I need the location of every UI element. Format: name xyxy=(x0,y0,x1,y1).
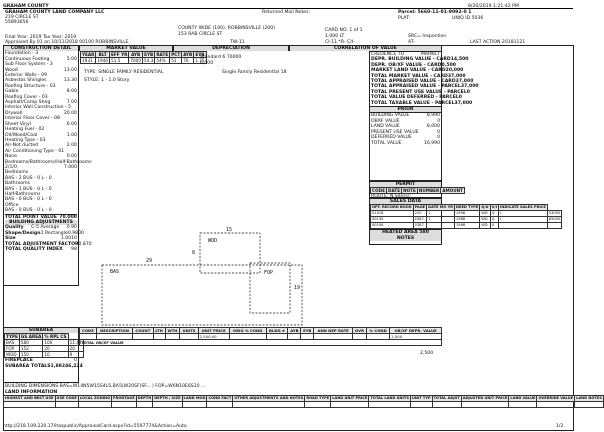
table-cell: 152 xyxy=(19,346,42,352)
permit-route: ROUTE: N Site(s): xyxy=(371,194,412,200)
timestamp: 8/20/2019 1:21:42 PM xyxy=(468,4,519,9)
item-value: 6.00 xyxy=(66,121,77,127)
table-cell: 20 xyxy=(68,346,83,352)
column-header: LOCAL ZONING xyxy=(79,396,111,401)
table-cell: 76 xyxy=(182,58,194,64)
column-header: PCT xyxy=(171,52,181,57)
source: SRC= Inspection xyxy=(408,34,447,39)
table-cell: 1986 xyxy=(455,223,480,229)
column-header: USE CODE xyxy=(56,396,77,401)
table-cell: 51 xyxy=(170,58,182,64)
item-label: DEPR. OB/XF VALUE - CARD xyxy=(371,62,442,68)
heated-area: HEATED AREA 580 xyxy=(370,229,441,235)
column-header: PAGE xyxy=(414,205,426,210)
table-row xyxy=(5,352,84,358)
column-header: BLT xyxy=(96,52,110,58)
adjustment-label: Shape/Design xyxy=(5,230,41,236)
market-value-table xyxy=(80,51,205,64)
item-label: BAS - 2 BUS - 0 L - 0 xyxy=(5,175,52,181)
table-cell: 1988 xyxy=(455,217,480,223)
final-year: Final Year: 2019 Tax Year: 2019 xyxy=(5,35,77,40)
item-label: LAND VALUE xyxy=(371,124,400,130)
list-item xyxy=(371,141,440,146)
table-cell: FOP xyxy=(5,346,20,352)
sketch-drawing xyxy=(80,225,368,335)
item-value: 8,990 xyxy=(426,113,440,119)
table-cell: 150 xyxy=(19,352,42,358)
table-cell xyxy=(207,402,233,408)
construction-title: CONSTRUCTION DETAIL xyxy=(4,46,78,51)
column-header: UNIT PRICE xyxy=(198,328,229,334)
column-header: ANN DEP RATE xyxy=(314,328,353,334)
item-label: Roofing Cover - 03 xyxy=(5,94,48,100)
account-number: 55893656 xyxy=(5,20,29,25)
card-number: CARD NO. 1 of 1 xyxy=(325,28,363,33)
table-cell xyxy=(136,402,153,408)
column-header: ROAD TYPE xyxy=(306,396,330,401)
item-value: 0,500 xyxy=(441,62,456,68)
table-cell xyxy=(410,402,432,408)
item-label: BUILDING VALUE xyxy=(371,113,410,119)
table-cell xyxy=(331,402,369,408)
table-cell: WD xyxy=(480,223,490,229)
adjustment-label: Quality xyxy=(5,225,24,231)
footer-url[interactable]: http://218.109.220.17/itaspublic/AppraisalCard.aspx?id=5597774&Action=Auto xyxy=(3,424,187,429)
county-name: GRAHAM COUNTY xyxy=(3,4,49,9)
column-header: TOTAL LAND UNITS xyxy=(370,396,409,401)
column-header: AYB xyxy=(183,52,193,57)
building-type-right: Single Family Residential 18 xyxy=(222,70,287,75)
last-action: LAST ACTION 20181121 xyxy=(470,40,526,45)
credence-to: CREDENCE TO xyxy=(371,52,405,57)
adjustment-label: TOTAL QUALITY INDEX xyxy=(5,247,63,253)
subarea-totals-area: 1,882 xyxy=(50,363,66,369)
item-value: 0 xyxy=(437,135,440,141)
column-header: TOTAL ADJST xyxy=(433,396,460,401)
table-cell: 10 xyxy=(43,352,68,358)
table-cell: 7000 xyxy=(130,58,141,63)
item-label: BAS - 1 BUS - 0 L - 0 xyxy=(5,186,52,192)
column-header: DATE xyxy=(387,188,401,194)
column-header: DATE MO YR xyxy=(428,205,454,210)
column-header: Q/U xyxy=(481,205,489,210)
item-value: 16,990 xyxy=(423,140,440,146)
table-cell: 1931 xyxy=(81,58,96,64)
tw: TW-11 xyxy=(230,40,245,45)
column-header: CODE xyxy=(372,188,385,194)
column-header: LAND UNIT PRICE xyxy=(332,396,368,401)
item-label: Bedrooms xyxy=(5,170,29,176)
subarea-totals-label: SUBAREA TOTALS xyxy=(5,363,51,369)
column-header: OVR xyxy=(353,328,367,334)
column-header: EYB xyxy=(144,52,154,57)
item-label: Bathrooms xyxy=(5,181,30,187)
sales-title: SALES DATA xyxy=(370,199,441,204)
item-value: 37,000 xyxy=(447,73,466,79)
item-value: 0 xyxy=(466,89,470,95)
column-header: DEED TYPE xyxy=(456,205,479,210)
column-header: GS AREA xyxy=(20,334,42,340)
column-header: WTH xyxy=(165,328,180,334)
table-cell xyxy=(547,223,561,229)
item-label: None xyxy=(5,154,17,160)
table-cell: 00108 xyxy=(371,223,414,229)
column-header: % RPL CS xyxy=(44,334,67,340)
obxf-total-value: 2,500 xyxy=(420,351,434,356)
item-value: 14,500 xyxy=(450,57,469,63)
sketch-label-bas: BAS xyxy=(110,269,120,275)
table-cell: 20 xyxy=(43,346,68,352)
item-label: Heating Type - 03 xyxy=(5,137,46,143)
obxf-total-label: TOTAL OB/XF VALUE xyxy=(80,340,442,346)
table-cell: 1940 xyxy=(97,58,109,63)
table-cell: 580 xyxy=(19,340,42,346)
column-header: LAND NOTES xyxy=(576,396,602,401)
table-cell xyxy=(78,402,111,408)
item-label: Interior Floor Cover - 08 xyxy=(5,116,60,122)
parcel-number: Parcel: 5660-11-01-9092-0 1 xyxy=(398,10,472,15)
table-cell: 54.3 xyxy=(144,58,154,63)
column-header: FRONTAGE xyxy=(113,396,135,401)
item-label: BAS - 0 BUS - 0 L - 0 xyxy=(5,197,52,203)
table-cell xyxy=(575,402,604,408)
adjustment-label: TOTAL ADJUSTMENT FACTOR xyxy=(5,241,79,247)
item-value: 37,000 xyxy=(460,84,479,90)
appraised-by: Appraised By 01 on 10/11/2018 00100 ROBBINSVILLE xyxy=(5,40,129,45)
item-value: 0 xyxy=(437,118,440,124)
table-cell: 0387 xyxy=(413,223,427,229)
item-label: Roofing Structure - 03 xyxy=(5,83,56,89)
item-label: Heating Fuel - 02 xyxy=(5,127,45,133)
item-label: Oil/Wood/Coal xyxy=(5,132,38,138)
table-cell: 9 xyxy=(68,352,83,358)
item-label: PRESENT USE VALUE xyxy=(371,129,419,135)
column-header: DEPTH xyxy=(137,396,152,401)
adjustment-value: 1.0010 xyxy=(60,236,77,242)
item-value: 2.00 xyxy=(66,143,77,149)
building-sketch xyxy=(80,225,368,335)
table-cell: 00139 xyxy=(371,217,414,223)
subarea-title: SUBAREA xyxy=(4,328,78,333)
item-label: TOTAL TAXABLE VALUE - PARCEL xyxy=(371,100,455,106)
column-header: BLDG # xyxy=(266,328,288,334)
item-label: TOTAL MARKET VALUE - CARD xyxy=(371,73,448,79)
item-label: MARKET LAND VALUE - CARD xyxy=(371,68,446,74)
table-cell xyxy=(499,223,548,229)
sales-panel xyxy=(369,198,561,245)
item-label: Air Conditioning Type - 01 xyxy=(5,148,65,154)
table-cell xyxy=(432,402,461,408)
table-cell: 01018 xyxy=(371,211,414,217)
depreciation-value: 6,000 xyxy=(200,61,214,66)
item-label: Wood xyxy=(5,67,18,73)
table-cell: I xyxy=(499,217,548,223)
item-value: 5.00 xyxy=(66,56,77,62)
column-header: AYB xyxy=(288,328,301,334)
item-label: DEFERRED VALUE xyxy=(371,135,412,141)
table-cell xyxy=(509,402,537,408)
table-cell: 65000 xyxy=(548,217,561,222)
table-cell: Q xyxy=(490,211,498,217)
column-header: NOTE xyxy=(403,188,416,194)
notes-title: NOTES xyxy=(370,236,441,241)
item-value: 8.00 xyxy=(66,89,77,95)
adjustment-row xyxy=(5,247,77,252)
column-header: AMOUNT xyxy=(442,188,463,194)
column-header: AYB xyxy=(129,52,143,58)
table-cell xyxy=(182,402,207,408)
column-header: COND FACT xyxy=(208,396,232,401)
fireplace-value: 0 xyxy=(74,358,77,364)
table-cell xyxy=(427,223,455,229)
district: COUNTY WIDE (100), ROBBINSVILLE (200) xyxy=(178,26,275,31)
depreciation-title: DEPRECIATION xyxy=(174,46,288,51)
sketch-dim-left: 8 xyxy=(192,250,196,256)
owner-name: GRAHAM COUNTY LAND COMPANY LLC xyxy=(5,10,105,15)
column-header: COUNT xyxy=(133,328,153,334)
item-label: TOTAL VALUE DEFERRED - PARCEL xyxy=(371,95,459,101)
item-label: Half-Bathrooms xyxy=(5,191,41,197)
permit-panel xyxy=(369,181,463,200)
credence-value: MARKET xyxy=(420,52,440,57)
divider xyxy=(3,8,573,9)
column-header: TYPE xyxy=(6,334,18,340)
column-header: EYB xyxy=(301,328,314,334)
item-value: 0 xyxy=(458,95,462,101)
column-header: EFF YR xyxy=(111,52,128,57)
item-label: Air-Not ducted xyxy=(5,143,39,149)
table-cell: Q xyxy=(490,217,498,223)
table-cell xyxy=(369,402,411,408)
column-header: OTHER ADJUSTMENTS AND NOTES xyxy=(234,396,304,401)
item-label: DEPR. BUILDING VALUE - CARD xyxy=(371,57,451,63)
total-point-label: TOTAL POINT VALUE xyxy=(5,214,57,220)
table-cell: U xyxy=(490,223,498,229)
table-row xyxy=(371,223,562,229)
table-cell: I xyxy=(499,211,548,217)
column-header: DEPTH / SIZE xyxy=(154,396,181,401)
item-label: Sheet Vinyl xyxy=(5,121,31,127)
column-header: OFF. RECORD BOOK xyxy=(372,205,412,210)
item-value: 13.00 xyxy=(63,67,77,73)
table-cell: 11.44 xyxy=(69,340,82,346)
item-label: Drywall xyxy=(5,110,23,116)
item-value: 7.00 xyxy=(66,100,77,106)
unique-id: UNIQ ID 5036 xyxy=(452,16,484,21)
table-cell: 1 xyxy=(427,217,455,223)
table-cell xyxy=(305,402,331,408)
sketch-dim-top: 15 xyxy=(226,227,233,233)
table-cell xyxy=(55,402,78,408)
correlation-panel xyxy=(369,51,479,181)
sketch-label-fop: FOP xyxy=(264,270,274,276)
item-label: Gable xyxy=(5,89,19,95)
item-label: TOTAL VALUE xyxy=(371,140,402,146)
table-cell: 51.5 xyxy=(110,58,129,64)
table-cell: WD xyxy=(480,211,490,217)
column-header: UNITS xyxy=(180,328,198,334)
building-adjustments-title: BUILDING ADJUSTMENTS xyxy=(5,220,77,225)
item-value: 37,000 xyxy=(454,100,473,106)
adjustment-value: 0.870 xyxy=(78,241,92,247)
adjustment-value: 0.9800 xyxy=(67,230,84,236)
column-header: ORIG % COND xyxy=(229,328,266,334)
building-dimensions: BUILDING DIMENSIONS BAS=W14N5W15S4L5,BA5(W20SF(SF... ) FOP=W6N10E6S10 ... xyxy=(5,384,206,389)
column-header: YEAR xyxy=(82,52,95,57)
correlation-title: CORRELATION OF VALUE xyxy=(290,46,441,51)
column-header: OB/XF DEPR. VALUE xyxy=(390,328,442,334)
obxf-table xyxy=(79,327,442,346)
column-header: LAND MOD xyxy=(183,396,206,401)
plat: PLAT: xyxy=(398,16,411,21)
item-label: TOTAL APPRAISED VALUE - CARD xyxy=(371,79,456,85)
table-cell: 54% xyxy=(155,58,170,64)
list-item xyxy=(371,100,473,106)
item-label: Asbestos Shingles xyxy=(5,78,47,84)
fireplace-label: FIREPLACE xyxy=(5,358,33,364)
item-label: TOTAL APPRAISED VALUE - PARCEL xyxy=(371,84,461,90)
table-cell xyxy=(112,402,137,408)
land-info xyxy=(3,390,602,408)
sketch-dim-right: 19 xyxy=(294,285,301,291)
market-value-title: MARKET VALUE xyxy=(80,46,172,51)
column-header: CODE xyxy=(80,328,97,334)
table-cell: 53000 xyxy=(548,211,561,216)
table-cell xyxy=(461,402,509,408)
item-label: OBXF VALUE xyxy=(371,118,400,124)
adjustment-label: Size xyxy=(5,236,16,242)
column-header: V/I xyxy=(491,205,498,210)
at: AT- xyxy=(408,40,415,45)
street-address: 153 RAB CIRCLE ST xyxy=(178,32,223,37)
item-value: 8,000 xyxy=(426,124,440,130)
item-label: Sub Floor System - 3 xyxy=(5,62,53,68)
item-label: Asphalt/Comp Shng xyxy=(5,100,51,106)
column-header: ADJUSTED UNIT PRICE xyxy=(462,396,508,401)
item-value: 1.00 xyxy=(66,132,77,138)
table-cell: BAS xyxy=(5,340,20,346)
column-header: LTH xyxy=(153,328,165,334)
table-cell: 100 xyxy=(43,340,68,346)
owner-address: 219 CIRCLE ST xyxy=(5,15,39,20)
permit-title: PERMIT xyxy=(370,182,441,187)
subarea-panel xyxy=(3,327,83,383)
column-header: UNIT TYP xyxy=(411,396,431,401)
item-label: Bedrooms/Bathrooms/Half-Bathrooms xyxy=(5,159,92,165)
item-value: 37,000 xyxy=(455,79,474,85)
correlation-list xyxy=(370,57,479,106)
column-header: HIGHEST AND BEST USE xyxy=(5,396,54,401)
subarea-totals-value: 46,224 xyxy=(65,363,83,369)
table-cell xyxy=(153,402,182,408)
item-label: 2/1/0 xyxy=(5,164,17,170)
table-cell xyxy=(4,402,56,408)
column-header: % COND xyxy=(366,328,389,334)
adjustment-code: 1 Rectangle xyxy=(40,230,68,236)
item-label: BAS - 0 BUS - 0 L - 0 xyxy=(5,208,52,214)
item-label: Continuous Footing xyxy=(5,56,50,62)
item-label: Interior Wall Construction - 5 xyxy=(5,105,72,111)
item-value: 0 xyxy=(437,129,440,135)
table-cell: 1998 xyxy=(455,211,480,217)
table-cell: 1.75 xyxy=(195,58,205,63)
item-label: Exterior Walls - 09 xyxy=(5,73,48,79)
column-header: LAND VALUE xyxy=(510,396,536,401)
table-cell xyxy=(537,402,575,408)
column-header: EYB xyxy=(195,52,205,57)
table-cell xyxy=(233,402,305,408)
sketch-dim-mid: 29 xyxy=(146,258,153,264)
acreage: 1.000 LT xyxy=(325,34,345,39)
building-style: STYLE: 1 - 1.0 Story xyxy=(84,78,130,83)
adjustment-value: 98 xyxy=(71,247,77,253)
item-value: 20,000 xyxy=(445,68,464,74)
column-header: INDICATE SALES PRICE xyxy=(500,205,546,210)
item-label: Office xyxy=(5,202,19,208)
land-info-title: LAND INFORMATION xyxy=(5,390,58,395)
column-header: DESCRIPTION xyxy=(96,328,132,334)
item-value: 7.000 xyxy=(63,164,77,170)
sketch-label-wod: WOD xyxy=(208,238,218,244)
adjustment-value: 0.90 xyxy=(66,225,77,231)
prior-list xyxy=(370,113,441,145)
item-label: TOTAL PRESENT USE VALUE - PARCEL xyxy=(371,89,467,95)
column-header: OVERRIDE VALUE xyxy=(538,396,574,401)
item-value: 20.00 xyxy=(63,110,77,116)
total-point-number: 70.000 xyxy=(59,214,77,220)
item-label: Foundation - 3 xyxy=(5,51,39,57)
returned-mail-notes: Returned Mail Notes: xyxy=(262,10,311,15)
table-cell: WD xyxy=(480,217,490,223)
depreciation-line: Standard 6 70000 xyxy=(200,55,242,60)
cs: CI-11 *R- C/I- xyxy=(325,40,355,45)
table-cell: 2,500 xyxy=(390,334,442,340)
adjustment-code: C-5 Average xyxy=(31,225,60,231)
column-header: RATE xyxy=(156,52,169,57)
table-cell: WOD xyxy=(5,352,20,358)
item-value: 0.00 xyxy=(66,154,77,160)
table-cell: 2,500.00 xyxy=(198,334,229,340)
column-header: NUMBER xyxy=(418,188,440,194)
page-number: 1/2 xyxy=(556,424,564,429)
table-cell: 220 xyxy=(413,211,427,217)
table-cell: 0387 xyxy=(413,217,427,223)
prior-title: PRIOR xyxy=(370,106,441,113)
table-cell: 1 xyxy=(427,211,455,217)
item-value: 13.30 xyxy=(63,78,77,84)
building-type: TYPE: SINGLE FAMILY RESIDENTIAL xyxy=(84,70,164,75)
